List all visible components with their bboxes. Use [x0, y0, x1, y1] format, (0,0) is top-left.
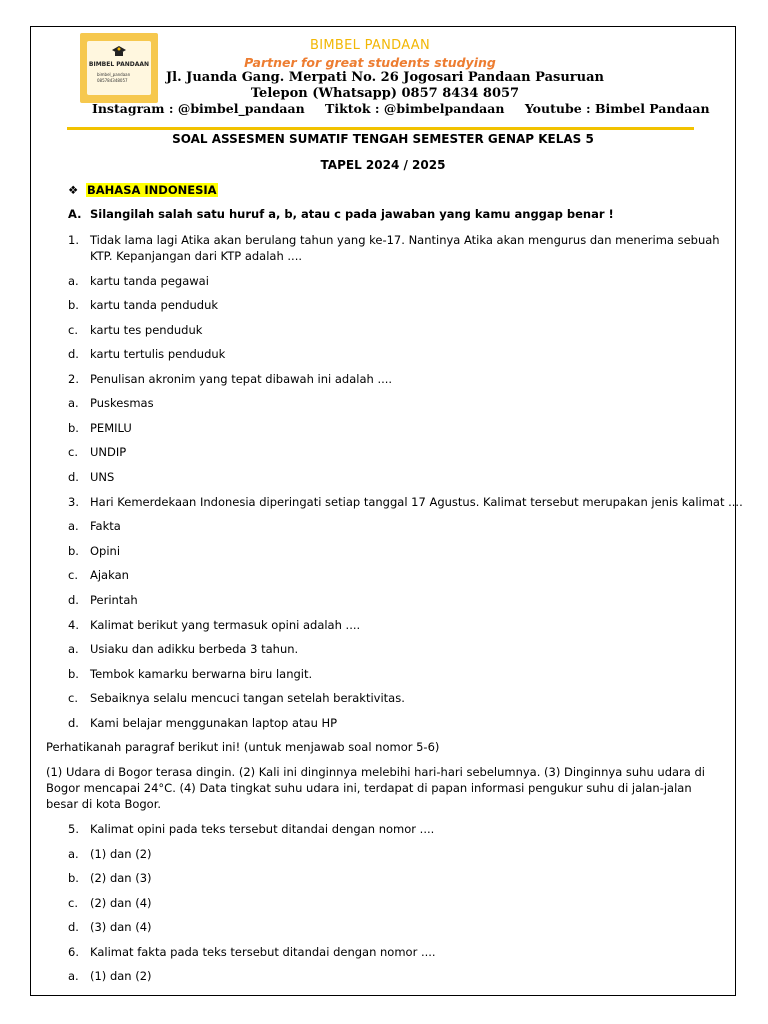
option-letter: d.	[68, 470, 79, 484]
option-text: Kami belajar menggunakan laptop atau HP	[90, 716, 338, 730]
question-text: Kalimat berikut yang termasuk opini adalah ....	[90, 618, 361, 632]
question-text: Kalimat fakta pada teks tersebut ditandai dengan nomor ....	[90, 945, 436, 959]
option-text: (1) dan (2)	[90, 847, 152, 861]
subject-label: BAHASA INDONESIA	[87, 183, 217, 197]
question-text: Hari Kemerdekaan Indonesia diperingati setiap tanggal 17 Agustus. Kalimat tersebut merupakan jenis kalimat ....	[90, 495, 743, 509]
option-letter: b.	[68, 421, 79, 435]
option-letter: c.	[68, 896, 78, 910]
option-text: Tembok kamarku berwarna biru langit.	[90, 667, 313, 681]
instruction-text: Silangilah salah satu huruf a, b, atau c pada jawaban yang kamu anggap benar !	[90, 207, 614, 221]
option-text: kartu tertulis penduduk	[90, 347, 226, 361]
logo-instagram: bimbel_pandaan	[97, 72, 131, 77]
option-letter: a.	[68, 274, 79, 288]
option-text: Puskesmas	[90, 396, 154, 410]
option-text: (2) dan (4)	[90, 896, 152, 910]
school-year: TAPEL 2024 / 2025	[320, 158, 446, 172]
option-letter: a.	[68, 396, 79, 410]
option-text: (3) dan (4)	[90, 920, 152, 934]
question-number: 1.	[68, 233, 79, 247]
tagline: Partner for great students studying	[244, 55, 496, 70]
option-letter: b.	[68, 667, 79, 681]
option-letter: c.	[68, 691, 78, 705]
option-letter: d.	[68, 593, 79, 607]
instagram-handle: Instagram : @bimbel_pandaan	[92, 101, 305, 116]
option-letter: a.	[68, 642, 79, 656]
logo-card	[87, 41, 151, 95]
option-text: kartu tanda penduduk	[90, 298, 219, 312]
option-text: Perintah	[90, 593, 138, 607]
logo-text: BIMBEL PANDAAN	[88, 61, 150, 68]
option-text: Sebaiknya selalu mencuci tangan setelah beraktivitas.	[90, 691, 405, 705]
option-text: (2) dan (3)	[90, 871, 152, 885]
option-letter: c.	[68, 323, 78, 337]
document-title: SOAL ASSESMEN SUMATIF TENGAH SEMESTER GENAP KELAS 5	[172, 132, 594, 146]
passage-intro: Perhatikanah paragraf berikut ini! (untuk menjawab soal nomor 5-6)	[46, 740, 440, 754]
header-divider	[67, 127, 694, 130]
question-number: 3.	[68, 495, 79, 509]
option-letter: b.	[68, 544, 79, 558]
option-text: UNDIP	[90, 445, 127, 459]
option-letter: b.	[68, 298, 79, 312]
question-text: Tidak lama lagi Atika akan berulang tahun yang ke-17. Nantinya Atika akan mengurus dan menerima sebuah KTP. Kepanjangan dari KTP adalah ....	[90, 233, 720, 263]
option-letter: a.	[68, 847, 79, 861]
option-text: PEMILU	[90, 421, 132, 435]
social-links	[92, 101, 710, 116]
option-text: kartu tanda pegawai	[90, 274, 209, 288]
youtube-channel: Youtube : Bimbel Pandaan	[524, 101, 710, 116]
diamond-bullet-icon: ❖	[68, 183, 79, 197]
graduation-cap-icon	[111, 45, 127, 59]
option-letter: c.	[68, 568, 78, 582]
option-letter: d.	[68, 920, 79, 934]
brand-name: BIMBEL PANDAAN	[310, 38, 430, 53]
question-number: 2.	[68, 372, 79, 386]
address: Jl. Juanda Gang. Merpati No. 26 Jogosari Pandaan Pasuruan	[166, 70, 604, 85]
telephone: Telepon (Whatsapp) 0857 8434 8057	[250, 86, 520, 101]
option-text: kartu tes penduduk	[90, 323, 203, 337]
option-letter: b.	[68, 871, 79, 885]
subject-heading	[68, 183, 218, 197]
bimbel-pandaan-logo	[80, 33, 158, 103]
logo-contacts	[97, 72, 130, 84]
tiktok-handle: Tiktok : @bimbelpandaan	[325, 101, 505, 116]
option-text: (1) dan (2)	[90, 969, 152, 983]
option-letter: d.	[68, 716, 79, 730]
question-text: Kalimat opini pada teks tersebut ditandai dengan nomor ....	[90, 822, 435, 836]
option-letter: a.	[68, 519, 79, 533]
question-number: 5.	[68, 822, 79, 836]
option-text: Fakta	[90, 519, 121, 533]
question-number: 4.	[68, 618, 79, 632]
option-text: Usiaku dan adikku berbeda 3 tahun.	[90, 642, 299, 656]
question-text: Penulisan akronim yang tepat dibawah ini adalah ....	[90, 372, 393, 386]
option-text: UNS	[90, 470, 115, 484]
option-text: Ajakan	[90, 568, 129, 582]
option-letter: a.	[68, 969, 79, 983]
option-text: Opini	[90, 544, 121, 558]
option-letter: d.	[68, 347, 79, 361]
instruction-label: A.	[68, 207, 82, 221]
logo-phone: 085784348057	[97, 78, 128, 83]
question-number: 6.	[68, 945, 79, 959]
option-letter: c.	[68, 445, 78, 459]
instruction	[68, 207, 614, 221]
passage-text: (1) Udara di Bogor terasa dingin. (2) Kali ini dinginnya melebihi hari-hari sebelumnya. (3) Dinginnya suhu udara di Bogor mencapai 24°C. (4) Data tingkat suhu udara ini, terdapat di papan informasi pengukur suhu di jalan-jalan besar di kota Bogor.	[46, 765, 705, 811]
